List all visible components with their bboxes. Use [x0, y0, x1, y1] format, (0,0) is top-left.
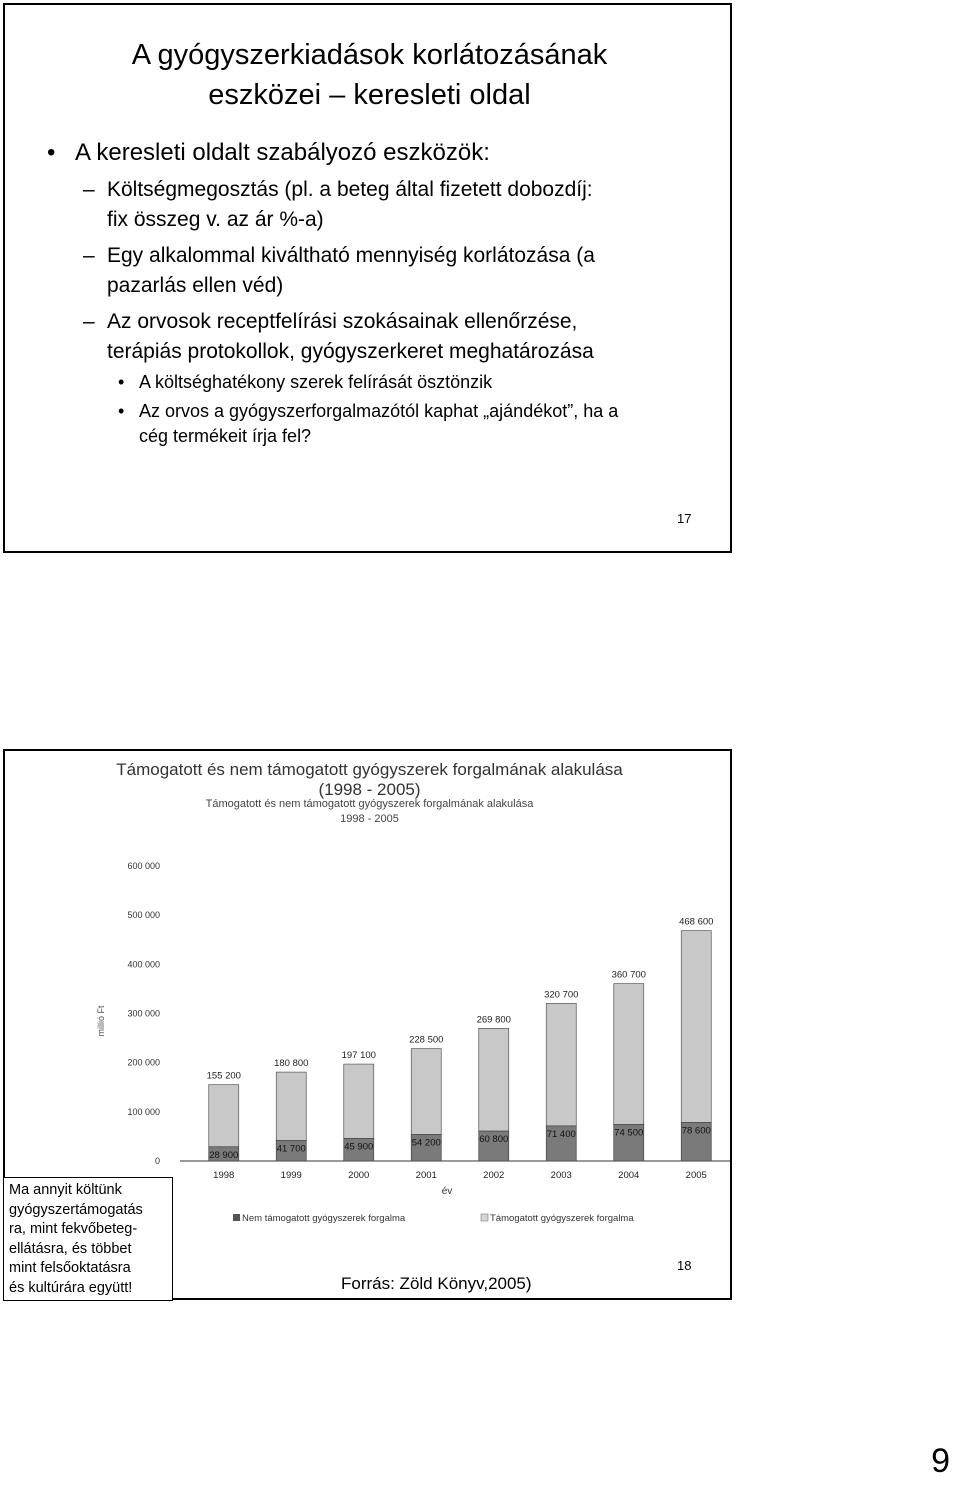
slide-title-line1: A gyógyszerkiadások korlátozásának	[131, 39, 608, 71]
source-note: Forrás: Zöld Könyv,2005)	[341, 1274, 532, 1293]
legend-label-nem-tamogatott: Nem támogatott gyógyszerek forgalma	[242, 1213, 406, 1224]
chart-subtitle-line2: 1998 - 2005	[340, 813, 399, 825]
bar-tamogatott	[276, 1072, 306, 1140]
sub1-text: A költséghatékony szerek felírását ösztönzik	[139, 372, 493, 392]
x-tick-label: 1999	[280, 1170, 302, 1181]
page-number: 17	[677, 511, 692, 526]
bar-total-label: 197 100	[341, 1050, 376, 1062]
x-tick-label: 2003	[550, 1170, 572, 1181]
x-tick-label: 2001	[415, 1170, 437, 1181]
y-tick-label: 200 000	[127, 1057, 160, 1068]
bar-tamogatott	[344, 1064, 374, 1138]
y-tick-label: 100 000	[127, 1106, 160, 1117]
bar-bottom-label: 74 500	[614, 1127, 644, 1139]
bar-total-label: 320 700	[544, 989, 579, 1001]
page-number: 18	[677, 1258, 692, 1273]
y-tick-label: 300 000	[127, 1008, 160, 1019]
bar-tamogatott	[479, 1028, 509, 1131]
x-axis-label: év	[441, 1186, 453, 1197]
item1-line2: fix összeg v. az ár %-a)	[107, 208, 324, 231]
x-tick-label: 2004	[618, 1170, 640, 1181]
chart-subtitle-line1: Támogatott és nem támogatott gyógyszerek forgalmának alakulása	[205, 798, 534, 810]
chart-legend	[233, 1213, 634, 1224]
item3-line1: Az orvosok receptfelírási szokásainak ellenőrzése,	[107, 310, 578, 333]
item2-line2: pazarlás ellen véd)	[107, 274, 284, 297]
x-tick-label: 1998	[213, 1170, 235, 1181]
bar-bottom-label: 78 600	[681, 1125, 711, 1137]
note-line: ra, mint fekvőbeteg-	[9, 1221, 138, 1237]
bar-bottom-label: 45 900	[344, 1141, 374, 1153]
slide-17	[3, 3, 732, 553]
bar-total-label: 228 500	[409, 1034, 444, 1046]
bar-tamogatott	[681, 931, 711, 1123]
y-axis-label: millió Ft	[96, 1005, 106, 1037]
bullet-dot: •	[47, 139, 56, 166]
note-line: Ma annyit költünk	[9, 1182, 122, 1198]
note-line: gyógyszertámogatás	[9, 1201, 143, 1218]
legend-swatch-tamogatott	[481, 1214, 488, 1221]
document-page-number: 9	[931, 1442, 950, 1480]
bar-tamogatott	[614, 984, 644, 1125]
note-line: mint felsőoktatásra	[9, 1260, 131, 1276]
bar-tamogatott	[546, 1003, 576, 1126]
legend-swatch-nem-tamogatott	[233, 1214, 240, 1221]
item2-line1: Egy alkalommal kiváltható mennyiség korlátozása (a	[107, 244, 595, 267]
main-bullet-text: A keresleti oldalt szabályozó eszközök:	[75, 139, 490, 166]
dash-marker: –	[83, 178, 95, 201]
bar-bottom-label: 28 900	[209, 1149, 239, 1161]
bar-tamogatott	[209, 1085, 239, 1147]
chart-title-line2: (1998 - 2005)	[318, 780, 421, 799]
x-tick-label: 2005	[685, 1170, 707, 1181]
note-line: ellátásra, és többet	[9, 1240, 132, 1257]
x-tick-label: 2000	[348, 1170, 370, 1181]
note-box	[3, 1177, 173, 1301]
sub2-line2: cég termékeit írja fel?	[139, 426, 312, 446]
bar-total-label: 360 700	[611, 969, 646, 981]
y-tick-label: 400 000	[127, 959, 160, 970]
bar-total-label: 180 800	[274, 1058, 309, 1070]
x-tick-label: 2002	[483, 1170, 505, 1181]
y-tick-label: 600 000	[127, 861, 160, 871]
slide-title-line2: eszközei – keresleti oldal	[208, 79, 531, 111]
slide-18	[3, 749, 732, 1300]
item3-line2: terápiás protokollok, gyógyszerkeret meghatározása	[107, 340, 594, 363]
bar-bottom-label: 60 800	[479, 1134, 509, 1146]
bar-bottom-label: 71 400	[546, 1128, 576, 1140]
sub-bullet-dot: •	[118, 401, 125, 421]
bar-tamogatott	[411, 1049, 441, 1135]
bar-total-label: 468 600	[679, 916, 714, 928]
sub2-line1: Az orvos a gyógyszerforgalmazótól kaphat „ajándékot”, ha a	[139, 401, 619, 421]
bar-bottom-label: 54 200	[411, 1137, 441, 1149]
y-tick-label: 500 000	[127, 910, 160, 921]
bar-total-label: 155 200	[206, 1070, 241, 1082]
dash-marker: –	[83, 244, 95, 267]
legend-label-tamogatott: Támogatott gyógyszerek forgalma	[490, 1213, 634, 1224]
bar-total-label: 269 800	[476, 1014, 511, 1026]
chart-title-line1: Támogatott és nem támogatott gyógyszerek forgalmának alakulása	[116, 760, 623, 779]
item1-line1: Költségmegosztás (pl. a beteg által fizetett dobozdíj:	[107, 178, 593, 201]
y-tick-label: 0	[154, 1156, 160, 1166]
dash-marker: –	[83, 310, 95, 333]
bar-bottom-label: 41 700	[276, 1143, 306, 1155]
sub-bullet-dot: •	[118, 372, 125, 392]
note-line: és kultúrára együtt!	[9, 1279, 133, 1296]
